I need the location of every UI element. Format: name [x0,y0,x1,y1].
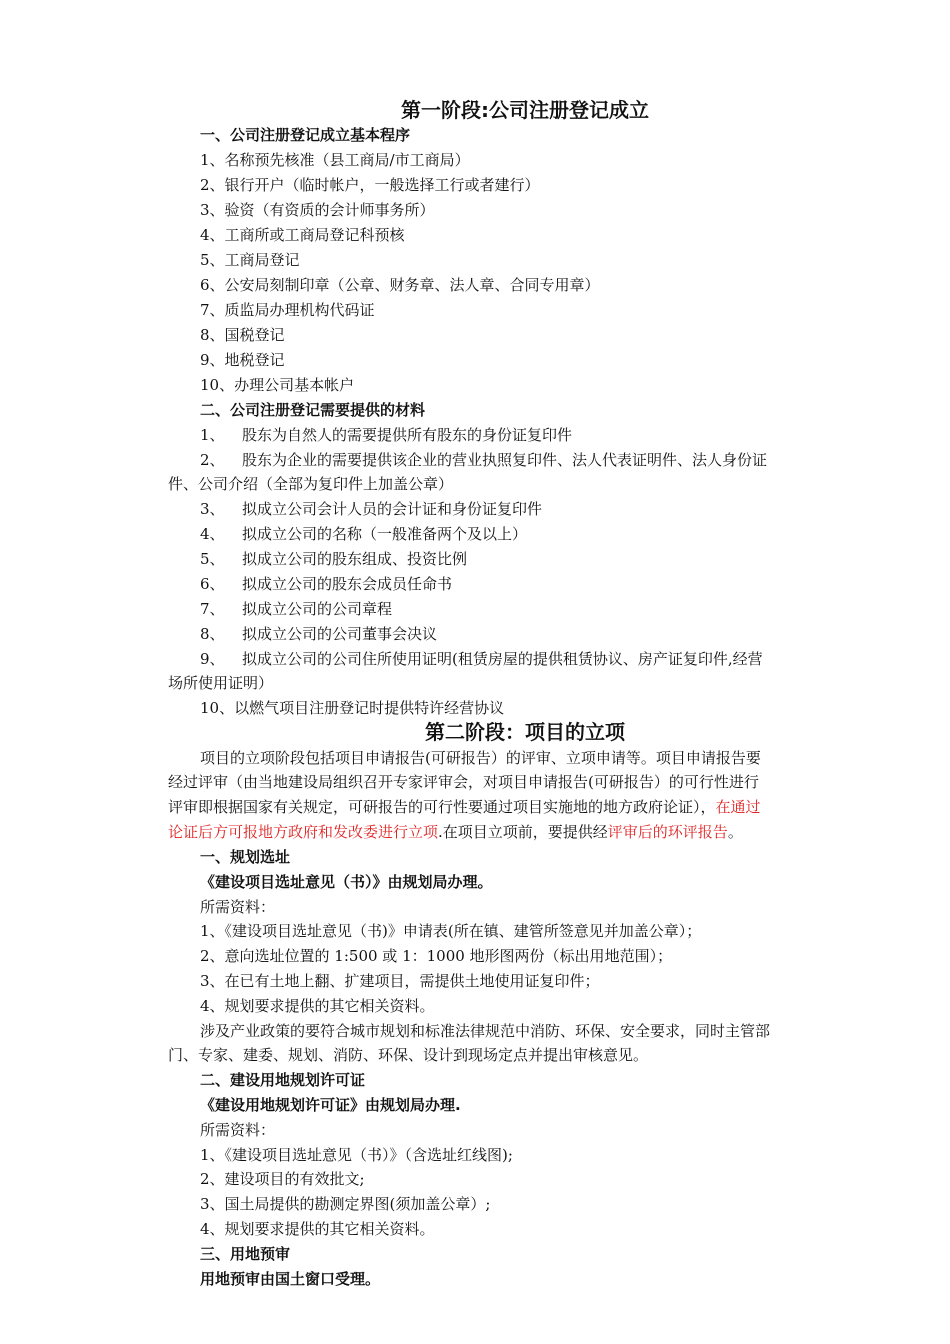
list-item: 4、规划要求提供的其它相关资料。 [200,1220,435,1238]
list-item: 2、意向选址位置的 1:500 或 1：1000 地形图两份（标出用地范围）； [200,947,673,965]
list-item: 8、国税登记 [200,326,285,344]
list-item: 1、《建设项目选址意见（书）》（含选址红线图); [200,1146,513,1164]
list-item: 6、公安局刻制印章（公章、财务章、法人章、合同专用章） [200,276,600,294]
sub-heading: 《建设项目选址意见（书）》由规划局办理。 [200,873,493,891]
note-paragraph-line: 涉及产业政策的要符合城市规划和标准法律规范中消防、环保、安全要求，同时主管部 [200,1022,771,1040]
stage2-title: 第二阶段：项目的立项 [425,720,625,744]
intro-paragraph-line: 经过评审（由当地建设局组织召开专家评审会，对项目申请报告(可研报告）的可行性进行 [168,773,759,791]
list-item: 1、名称预先核准（县工商局/市工商局） [200,151,470,169]
list-item: 10、办理公司基本帐户 [200,376,355,394]
list-item: 3、国土局提供的勘测定界图(须加盖公章）; [200,1195,491,1213]
list-item: 8、 拟成立公司的公司董事会决议 [200,625,438,643]
list-item: 2、建设项目的有效批文; [200,1170,365,1188]
list-item: 7、质监局办理机构代码证 [200,301,375,319]
list-item: 10、以燃气项目注册登记时提供特许经营协议 [200,699,505,717]
section-heading-land-permit: 二、建设用地规划许可证 [200,1071,366,1089]
list-item: 5、 拟成立公司的股东组成、投资比例 [200,550,468,568]
list-item: 1、 股东为自然人的需要提供所有股东的身份证复印件 [200,426,573,444]
list-item: 2、 股东为企业的需要提供该企业的营业执照复印件、法人代表证明件、法人身份证 [200,451,768,469]
highlight-text: 评审后的环评报告 [607,823,728,841]
section-heading-land-pre-review: 三、用地预审 [200,1245,291,1263]
sub-heading: 《建设用地规划许可证》由规划局办理. [200,1096,461,1114]
list-item: 3、在已有土地上翻、扩建项目，需提供土地使用证复印件； [200,972,600,990]
list-item: 3、 拟成立公司会计人员的会计证和身份证复印件 [200,500,543,518]
required-materials-label: 所需资料： [200,898,276,916]
intro-paragraph-line: 评审即根据国家有关规定，可研报告的可行性要通过项目实施地的地方政府论证），在通过 [168,798,761,816]
required-materials-label: 所需资料： [200,1121,276,1139]
section-heading-site-selection: 一、规划选址 [200,848,291,866]
list-item: 4、 拟成立公司的名称（一般准备两个及以上） [200,525,528,543]
list-item: 3、验资（有资质的会计师事务所） [200,201,435,219]
intro-paragraph-line: 项目的立项阶段包括项目申请报告(可研报告）的评审、立项申请等。项目申请报告要 [200,749,761,767]
list-item: 7、 拟成立公司的公司章程 [200,600,393,618]
sub-heading: 用地预审由国土窗口受理。 [200,1270,381,1288]
stage1-title: 第一阶段:公司注册登记成立 [401,98,649,122]
list-item-continuation: 件、公司介绍（全部为复印件上加盖公章） [168,475,454,493]
intro-paragraph-line: 论证后方可报地方政府和发改委进行立项.在项目立项前，要提供经评审后的环评报告。 [168,823,743,841]
list-item: 4、工商所或工商局登记科预核 [200,226,405,244]
list-item: 6、 拟成立公司的股东会成员任命书 [200,575,453,593]
list-item: 4、规划要求提供的其它相关资料。 [200,997,435,1015]
note-paragraph-line: 门、专家、建委、规划、消防、环保、设计到现场定点并提出审核意见。 [168,1046,649,1064]
list-item: 5、工商局登记 [200,251,300,269]
stage1-section2-heading: 二、公司注册登记需要提供的材料 [200,401,426,419]
list-item: 9、地税登记 [200,351,285,369]
list-item: 9、 拟成立公司的公司住所使用证明(租赁房屋的提供租赁协议、房产证复印件,经营 [200,650,763,668]
list-item: 2、银行开户（临时帐户，一般选择工行或者建行） [200,176,540,194]
stage1-section1-heading: 一、公司注册登记成立基本程序 [200,126,411,144]
highlight-text: 论证后方可报地方政府和发改委进行立项 [168,823,439,841]
list-item-continuation: 场所使用证明） [168,674,274,692]
list-item: 1、《建设项目选址意见（书)》申请表(所在镇、建管所签意见并加盖公章）； [200,922,702,940]
highlight-text: 在通过 [715,798,761,816]
